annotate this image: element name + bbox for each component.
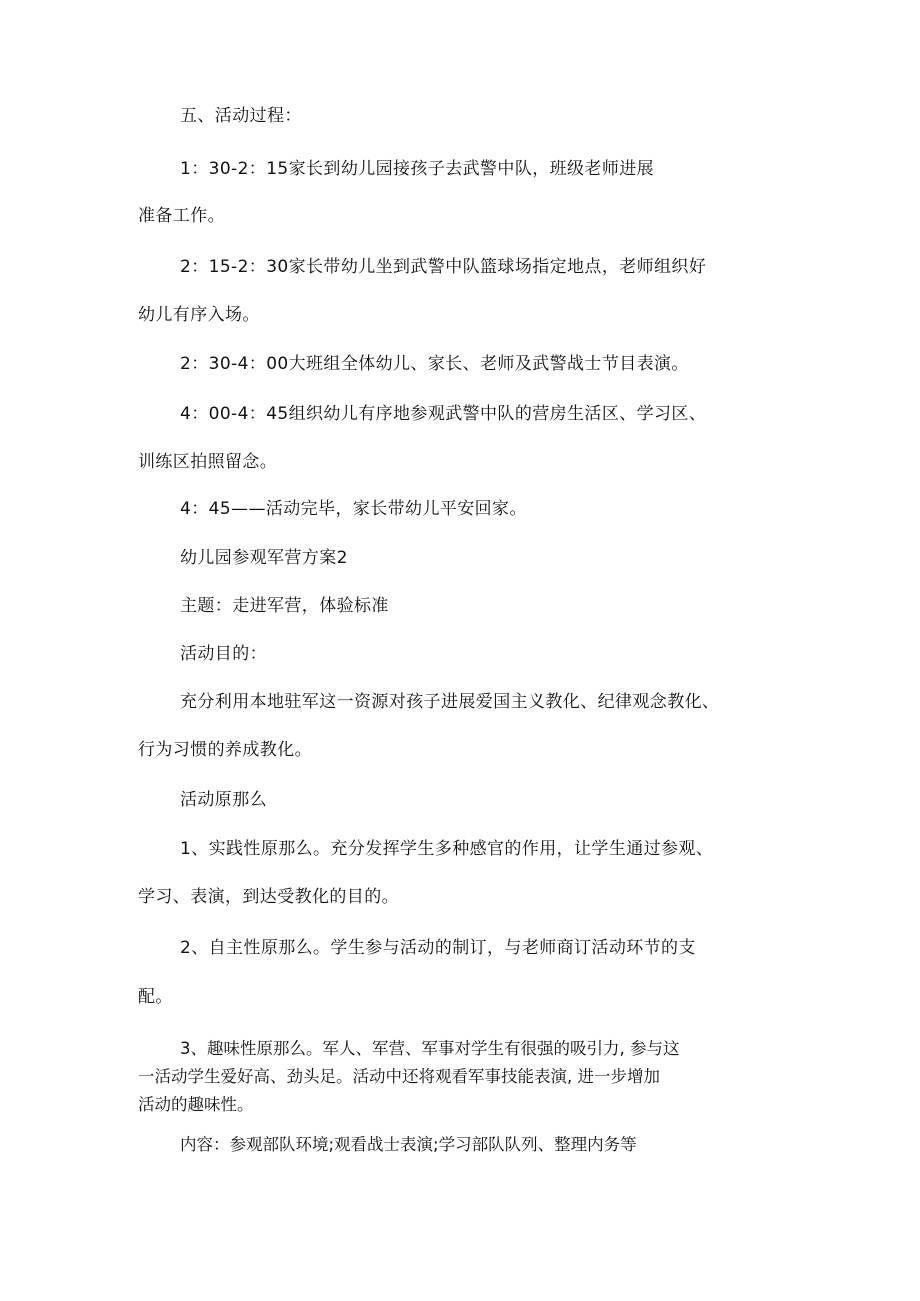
schedule-item-2-line2: 幼儿有序入场。 (138, 305, 260, 325)
schedule-item-5: 4：45——活动完毕，家长带幼儿平安回家。 (180, 499, 527, 519)
schedule-item-1-line1: 1：30-2：15家长到幼儿园接孩子去武警中队，班级老师进展 (180, 159, 655, 179)
schedule-item-2-line1: 2：15-2：30家长带幼儿坐到武警中队篮球场指定地点，老师组织好 (180, 257, 707, 277)
principle-3-line3: 活动的趣味性。 (138, 1095, 254, 1114)
principle-1-line2: 学习、表演，到达受教化的目的。 (138, 887, 399, 907)
principle-3-line2: 一活动学生爱好高、劲头足。活动中还将观看军事技能表演, 进一步增加 (138, 1067, 660, 1086)
principle-1-line1: 1、实践性原那么。充分发挥学生多种感官的作用，让学生通过参观、 (180, 839, 714, 859)
principles-title: 活动原那么 (180, 790, 267, 810)
goal-line1: 充分利用本地驻军这一资源对孩子进展爱国主义教化、纪律观念教化、 (180, 692, 720, 712)
schedule-item-3: 2：30-4：00大班组全体幼儿、家长、老师及武警战士节目表演。 (180, 354, 689, 374)
schedule-item-1-line2: 准备工作。 (138, 206, 225, 226)
plan2-title: 幼儿园参观军营方案2 (180, 548, 348, 568)
goal-line2: 行为习惯的养成教化。 (138, 740, 312, 760)
principle-2-line2: 配。 (138, 987, 173, 1007)
schedule-item-4-line1: 4：00-4：45组织幼儿有序地参观武警中队的营房生活区、学习区、 (180, 404, 707, 424)
section5-title: 五、活动过程： (180, 106, 302, 126)
principle-2-line1: 2、自主性原那么。学生参与活动的制订，与老师商订活动环节的支 (180, 938, 696, 958)
schedule-item-4-line2: 训练区拍照留念。 (138, 452, 278, 472)
content-line: 内容：参观部队环境;观看战士表演;学习部队队列、整理内务等 (180, 1135, 637, 1154)
theme-line: 主题：走进军营，体验标准 (180, 596, 389, 616)
goal-title: 活动目的： (180, 644, 267, 664)
principle-3-line1: 3、趣味性原那么。军人、军营、军事对学生有很强的吸引力, 参与这 (180, 1039, 680, 1058)
